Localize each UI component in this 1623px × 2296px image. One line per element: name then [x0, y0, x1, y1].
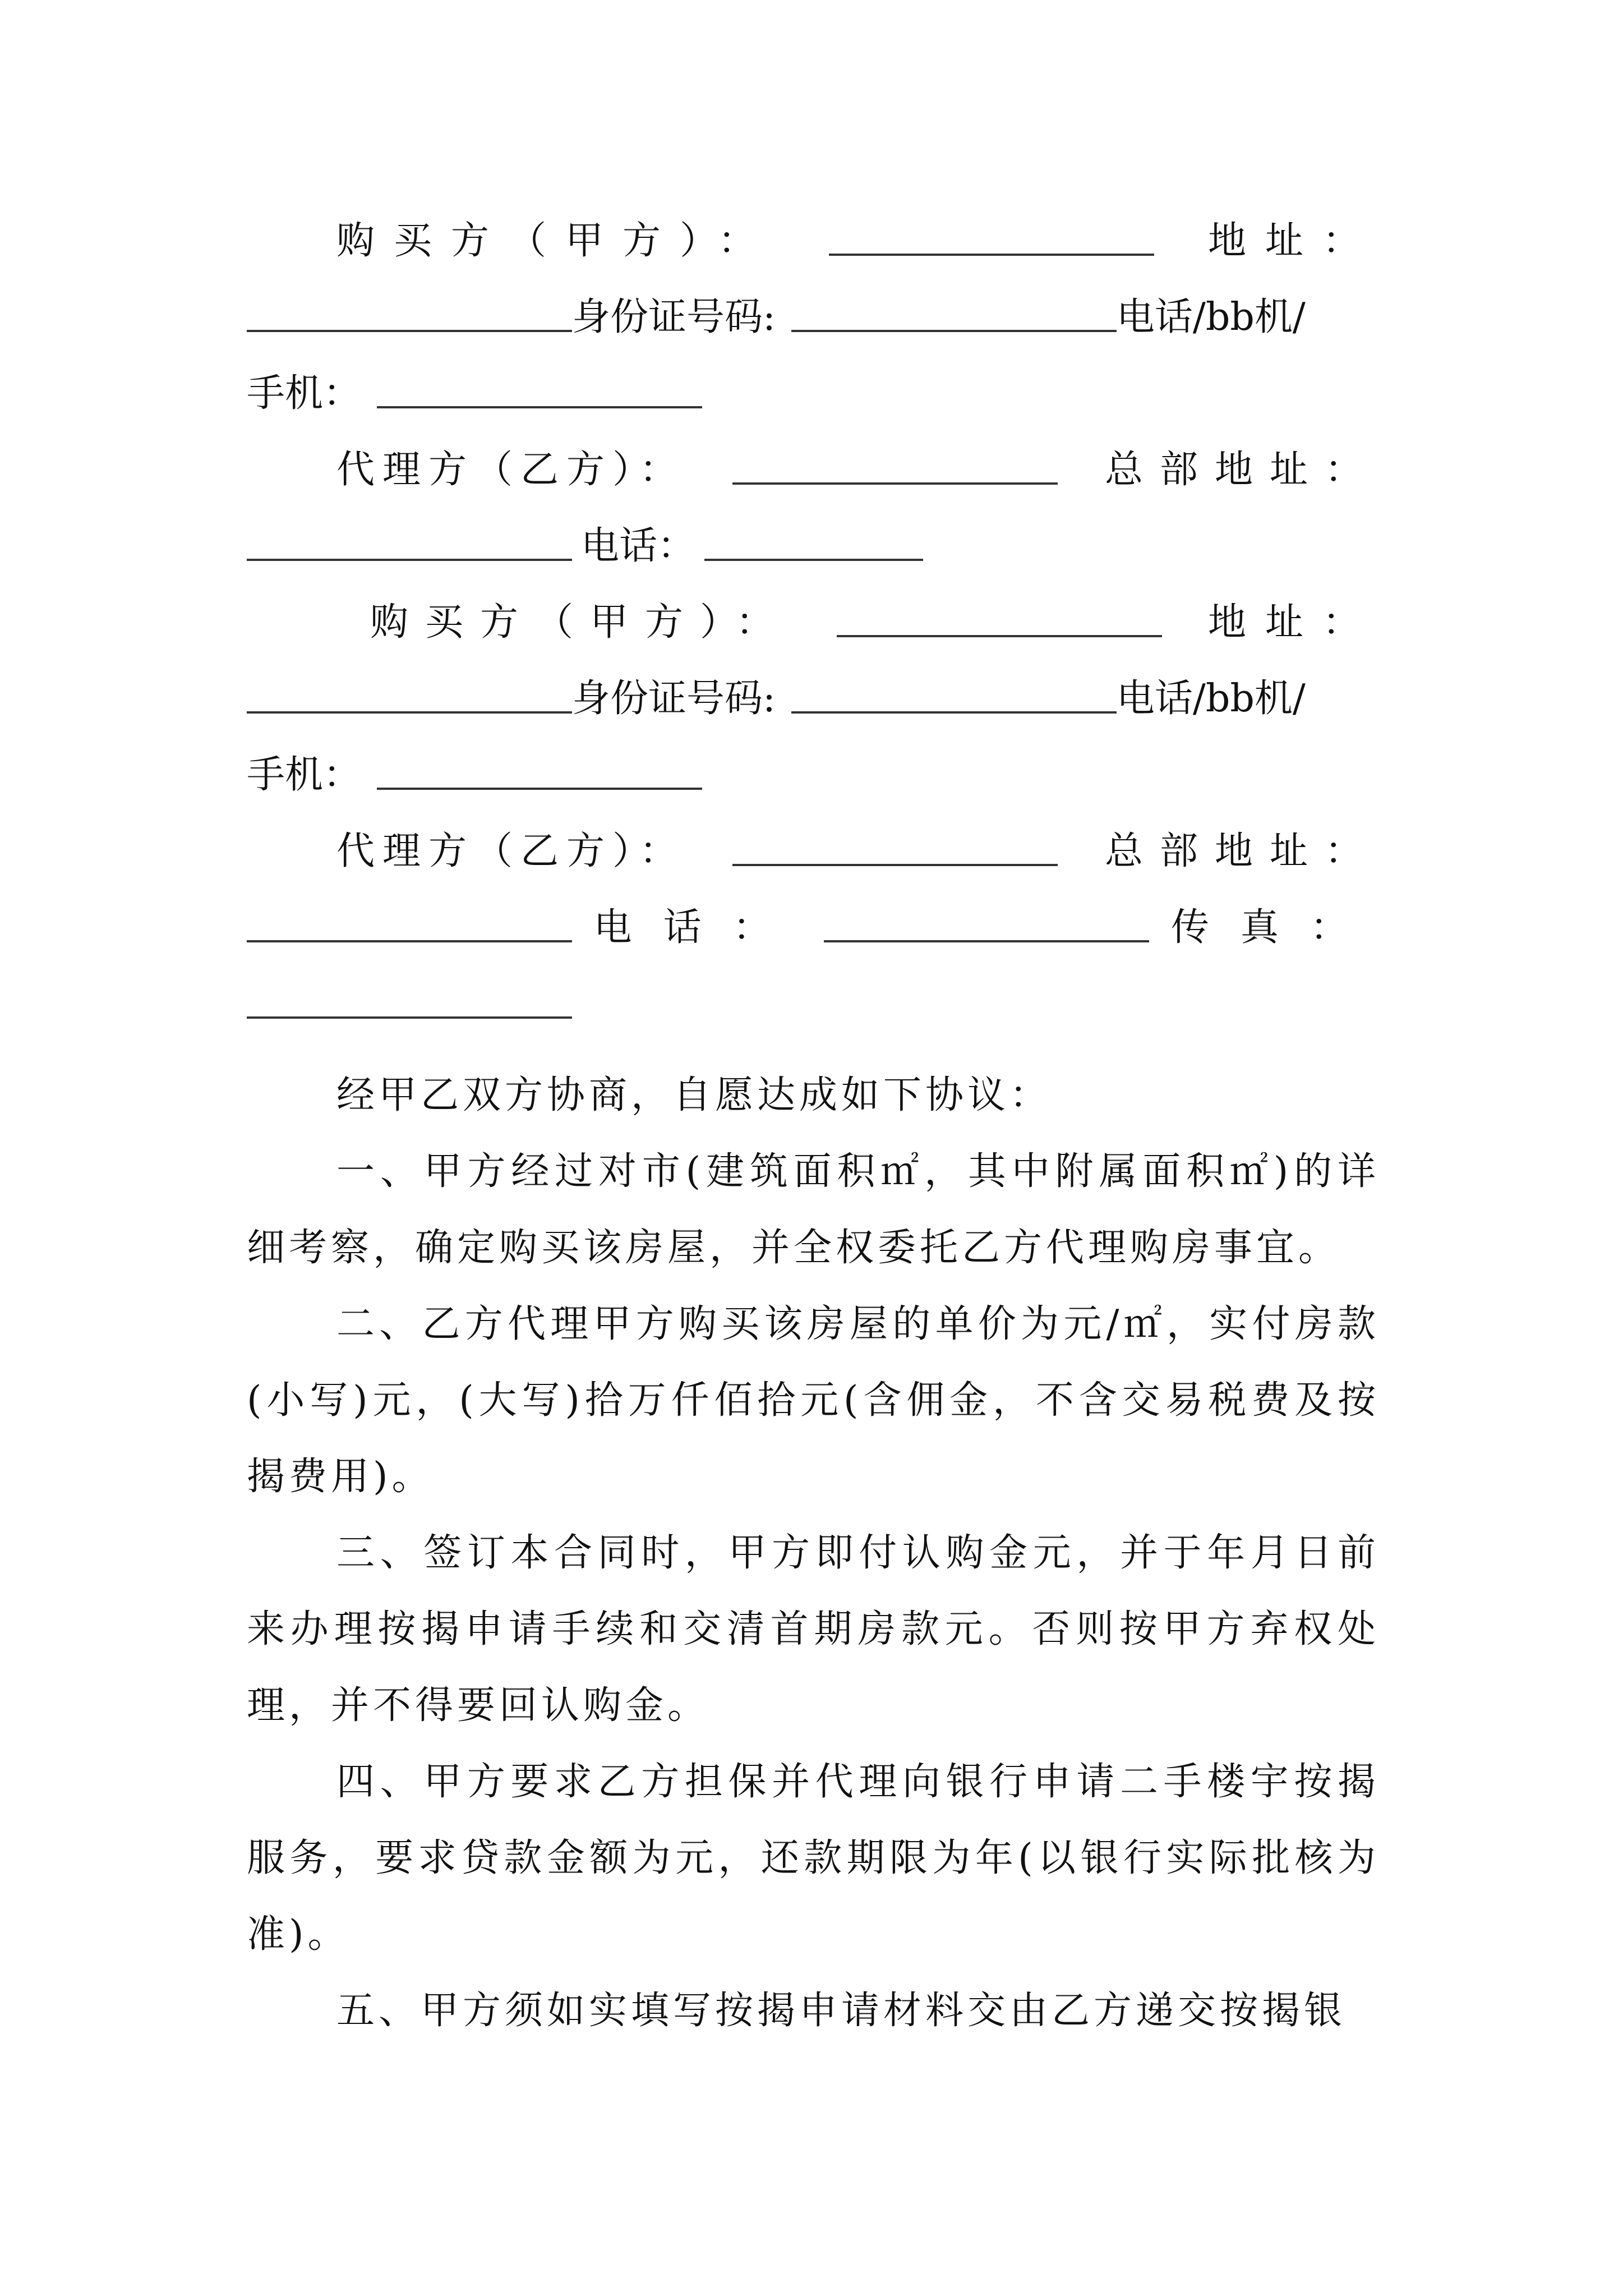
- mobile-label: 手机：: [247, 371, 362, 416]
- agent2-phone-blank: [824, 938, 1149, 942]
- agent2-line-1: [336, 825, 1380, 878]
- clause-3: 三、签订本合同时，甲方即付认购金元，并于年月日前来办理按揭申请手续和交清首期房款元。否则按甲方弃权处理，并不得要回认购金。: [247, 1531, 1380, 1728]
- hq-address2-label: 总部地址：: [1104, 829, 1380, 873]
- mobile2-label: 手机：: [247, 753, 362, 797]
- agent2-phone-label: 电话：: [593, 905, 803, 950]
- buyer-line-2: [247, 291, 1380, 344]
- clause-2: 二、乙方代理甲方购买该房屋的单价为元/㎡，实付房款(小写)元，(大写)拾万仟佰拾元(含佣金，不含交易税费及按揭费用)。: [247, 1302, 1380, 1499]
- agent2-name-blank: [732, 862, 1058, 866]
- buyer2-line-2: [247, 672, 1380, 726]
- clause-4: 四、甲方要求乙方担保并代理向银行申请二手楼宇按揭服务，要求贷款金额为元，还款期限为年(以银行实际批核为准)。: [247, 1760, 1380, 1957]
- hq-address2-blank: [247, 938, 572, 942]
- agent-line-1: [336, 443, 1380, 497]
- phone-pager-label: 电话/bb机/: [1116, 295, 1306, 339]
- buyer2-line-1: [370, 596, 1380, 650]
- clause-5: 五、甲方须如实填写按揭申请材料交由乙方递交按揭银: [336, 1989, 1347, 2033]
- mobile-blank: [377, 404, 702, 408]
- id2-label: 身份证号码:: [572, 677, 776, 721]
- agent2-line-3: [247, 977, 1380, 1031]
- buyer-line-1: [336, 214, 1380, 268]
- id2-number-blank: [791, 709, 1117, 714]
- buyer-label: 购买方（甲方）：: [336, 219, 776, 263]
- fax-blank: [247, 1014, 572, 1019]
- id-number-blank: [791, 328, 1117, 332]
- agent-name-blank: [732, 480, 1058, 485]
- hq-address-blank: [247, 556, 572, 561]
- agent-label: 代理方（乙方）：: [336, 448, 686, 492]
- phone-pager2-label: 电话/bb机/: [1116, 677, 1306, 721]
- agent-phone-label: 电话：: [581, 524, 696, 568]
- agent-phone-blank: [704, 556, 923, 561]
- hq-address-label: 总部地址：: [1104, 448, 1380, 492]
- buyer2-name-blank: [837, 633, 1162, 637]
- address2-blank: [247, 709, 572, 714]
- agent-line-2: [247, 519, 1380, 573]
- id-label: 身份证号码:: [572, 295, 776, 339]
- mobile2-blank: [377, 785, 702, 790]
- intro-paragraph: 经甲乙双方协商，自愿达成如下协议：: [336, 1073, 1052, 1117]
- buyer2-label: 购买方（甲方）：: [370, 600, 791, 645]
- address-label: 地址：: [1207, 219, 1380, 263]
- fax-label: 传真：: [1170, 905, 1380, 950]
- buyer-name-blank: [829, 251, 1154, 256]
- address-blank: [247, 328, 572, 332]
- clause-1: 一、甲方经过对市(建筑面积㎡，其中附属面积㎡)的详细考察，确定购买该房屋，并全权委托乙方代理购房事宜。: [247, 1149, 1380, 1270]
- agent2-label: 代理方（乙方）：: [336, 829, 686, 873]
- address2-label: 地址：: [1207, 600, 1380, 645]
- buyer-line-3: [247, 367, 1380, 421]
- agent2-line-2: [247, 901, 1380, 955]
- buyer2-line-3: [247, 748, 1380, 802]
